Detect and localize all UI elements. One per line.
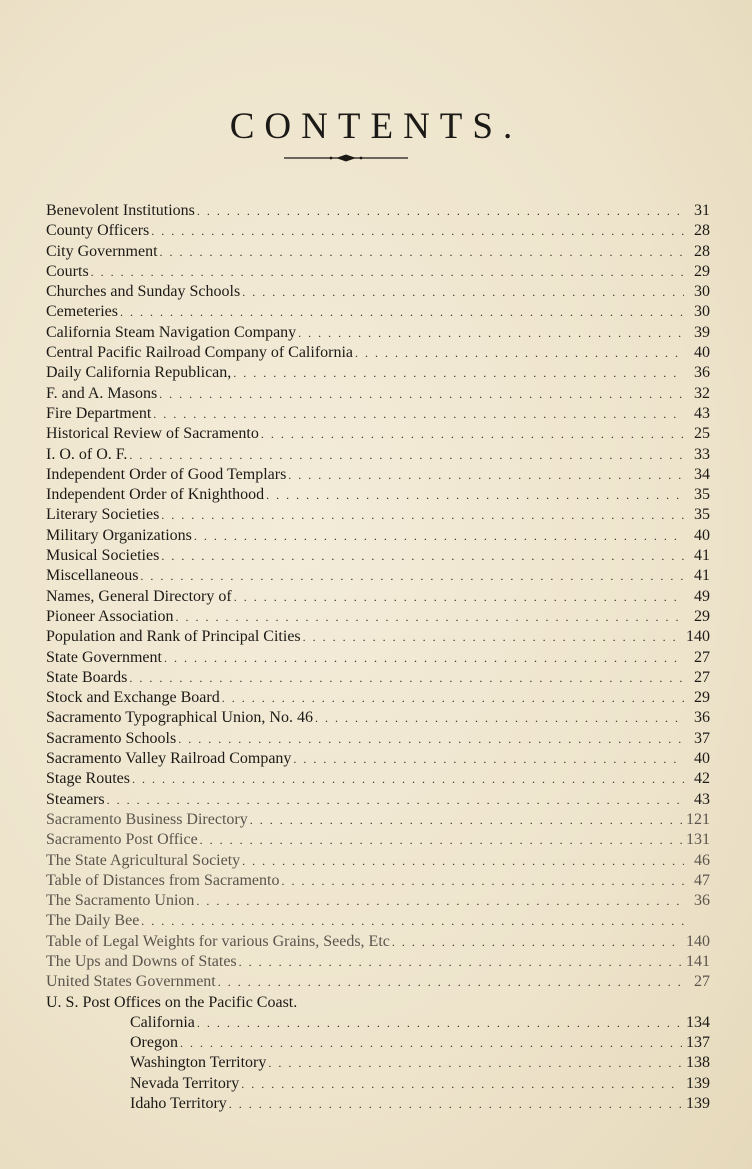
dot-leader: [293, 749, 684, 769]
toc-entry-page-number: 27: [694, 973, 710, 991]
toc-entry-page-number: 36: [694, 892, 710, 910]
toc-entry-label: Cemeteries: [46, 303, 118, 321]
dot-leader: [129, 668, 684, 688]
toc-entry: [46, 384, 710, 404]
dot-leader: [164, 648, 684, 668]
dot-leader: [392, 932, 682, 952]
toc-entry-page-number: 36: [694, 364, 710, 382]
toc-entry: [46, 1094, 710, 1114]
toc-entry-label: Sacramento Business Directory: [46, 810, 248, 828]
dot-leader: [107, 790, 684, 810]
toc-entry: [46, 1013, 710, 1033]
toc-entry: [46, 830, 710, 850]
toc-entry: [46, 566, 710, 586]
toc-entry: [46, 505, 710, 525]
toc-entry-label: The Sacramento Union: [46, 892, 195, 910]
toc-entry: [46, 891, 710, 911]
toc-entry-page-number: 140: [686, 932, 710, 950]
toc-entry: [46, 932, 710, 952]
toc-entry-label: Independent Order of Good Templars: [46, 465, 287, 483]
toc-entry-label: Fire Department: [46, 404, 152, 422]
toc-entry-label: County Officers: [46, 222, 150, 240]
dot-leader: [242, 282, 684, 302]
toc-entry: [46, 688, 710, 708]
toc-entry-page-number: 29: [694, 607, 710, 625]
toc-entry-label: Stage Routes: [46, 770, 130, 788]
toc-entry-page-number: 29: [694, 689, 710, 707]
toc-entry: [46, 546, 710, 566]
toc-entry-page-number: 40: [694, 750, 710, 768]
toc-entry: [46, 1033, 710, 1053]
toc-entry-label: California Steam Navigation Company: [46, 323, 297, 341]
toc-entry: [46, 871, 710, 891]
dot-leader: [261, 424, 684, 444]
toc-entry-page-number: 47: [694, 871, 710, 889]
toc-entry-label: I. O. of O. F.: [46, 445, 128, 463]
toc-entry-label: United States Government: [46, 973, 216, 991]
toc-entry-label: Stock and Exchange Board: [46, 689, 220, 707]
dot-leader: [281, 871, 684, 891]
dot-leader: [161, 505, 684, 525]
toc-entry-page-number: 40: [694, 526, 710, 544]
dot-leader: [197, 1013, 682, 1033]
toc-entry: [46, 972, 710, 992]
toc-entry-page-number: 30: [694, 303, 710, 321]
dot-leader: [160, 242, 684, 262]
toc-entry: [46, 790, 710, 810]
toc-entry: [46, 404, 710, 424]
dot-leader: [132, 769, 684, 789]
toc-entry-page-number: 39: [694, 323, 710, 341]
toc-entry-label: F. and A. Masons: [46, 384, 158, 402]
toc-entry: [46, 323, 710, 343]
toc-entry-page-number: 42: [694, 770, 710, 788]
toc-entry-page-number: 43: [694, 404, 710, 422]
toc-entry: [46, 282, 710, 302]
dot-leader: [141, 911, 684, 931]
toc-entry: [46, 911, 710, 931]
toc-entry: [46, 708, 710, 728]
toc-entry-page-number: 141: [686, 952, 710, 970]
toc-entry-page-number: 41: [694, 567, 710, 585]
toc-entry-label: Independent Order of Knighthood: [46, 486, 265, 504]
toc-entry: [46, 424, 710, 444]
dot-leader: [288, 465, 684, 485]
dot-leader: [298, 323, 684, 343]
toc-entry-page-number: 28: [694, 222, 710, 240]
toc-entry-label: Sacramento Post Office: [46, 831, 198, 849]
toc-entry-page-number: 27: [694, 668, 710, 686]
toc-entry-label: The State Agricultural Society: [46, 851, 241, 869]
dot-leader: [222, 688, 684, 708]
dot-leader: [241, 1074, 682, 1094]
toc-entry-label: Literary Societies: [46, 506, 160, 524]
toc-entry-page-number: 29: [694, 262, 710, 280]
toc-entry-label: Miscellaneous: [46, 567, 139, 585]
dot-leader: [180, 1033, 682, 1053]
toc-entry-page-number: 33: [694, 445, 710, 463]
toc-entry-label: Steamers: [46, 790, 105, 808]
dot-leader: [233, 363, 684, 383]
dot-leader: [161, 546, 684, 566]
toc-entry: [46, 201, 710, 221]
toc-entry: [46, 445, 710, 465]
dot-leader: [159, 384, 684, 404]
toc-entry-label: Table of Distances from Sacramento: [46, 871, 280, 889]
toc-entry-label: Sacramento Schools: [46, 729, 177, 747]
toc-entry-page-number: 49: [694, 587, 710, 605]
toc-entry: [46, 627, 710, 647]
toc-entry-page-number: 40: [694, 344, 710, 362]
dot-leader: [268, 1053, 682, 1073]
dot-leader: [91, 262, 684, 282]
toc-entry-page-number: 43: [694, 790, 710, 808]
toc-entry: [46, 607, 710, 627]
toc-entry-label: Churches and Sunday Schools: [46, 283, 241, 301]
toc-entry-label: Historical Review of Sacramento: [46, 425, 259, 443]
toc-entry: [46, 526, 710, 546]
toc-entry-label: Nevada Territory: [130, 1074, 240, 1092]
toc-entry: [46, 851, 710, 871]
toc-entry-label: Names, General Directory of: [46, 587, 232, 605]
toc-entry-label: Central Pacific Railroad Company of California: [46, 344, 354, 362]
toc-entry-label: Table of Legal Weights for various Grains, Seeds, Etc: [46, 932, 390, 950]
toc-entry: [46, 1053, 710, 1073]
page-title: CONTENTS.: [229, 105, 523, 147]
dot-leader: [197, 201, 684, 221]
toc-entry: [46, 221, 710, 241]
dot-leader: [129, 445, 684, 465]
toc-entry: [46, 952, 710, 972]
toc-entry-label: Idaho Territory: [130, 1095, 227, 1113]
toc-entry-page-number: 134: [686, 1013, 710, 1031]
toc-entry: [46, 1074, 710, 1094]
ornamental-rule: [284, 153, 408, 163]
toc-entry-label: Oregon: [130, 1034, 178, 1052]
toc-entry-page-number: 137: [686, 1034, 710, 1052]
toc-entry-page-number: 28: [694, 242, 710, 260]
toc-entry-label: Musical Societies: [46, 547, 160, 565]
toc-entry: [46, 769, 710, 789]
dot-leader: [151, 221, 684, 241]
toc-entry-label: Military Organizations: [46, 526, 192, 544]
toc-entry-page-number: 121: [686, 810, 710, 828]
dot-leader: [250, 810, 682, 830]
toc-entry-page-number: 46: [694, 851, 710, 869]
toc-entry-page-number: 35: [694, 506, 710, 524]
toc-entry: [46, 668, 710, 688]
toc-entry-label: Population and Rank of Principal Cities: [46, 628, 301, 646]
toc-entry-page-number: 31: [694, 202, 710, 219]
dot-leader: [218, 972, 684, 992]
toc-entry-label: Sacramento Typographical Union, No. 46: [46, 709, 313, 727]
toc-entry: [46, 302, 710, 322]
dot-leader: [200, 830, 682, 850]
toc-entry-label: City Government: [46, 242, 158, 260]
dot-leader: [266, 485, 684, 505]
dot-leader: [239, 952, 682, 972]
dot-leader: [229, 1094, 682, 1114]
toc-entry-page-number: 41: [694, 547, 710, 565]
dot-leader: [242, 851, 684, 871]
dot-leader: [355, 343, 684, 363]
toc-entry-page-number: 34: [694, 465, 710, 483]
dot-leader: [303, 627, 682, 647]
toc-entry: [46, 993, 710, 1013]
dot-leader: [153, 404, 684, 424]
dot-leader: [140, 566, 684, 586]
toc-entry-label: U. S. Post Offices on the Pacific Coast.: [46, 993, 298, 1011]
toc-entry-page-number: 131: [686, 831, 710, 849]
toc-entry: [46, 465, 710, 485]
toc-entry-label: Courts: [46, 262, 89, 280]
toc-entry-label: State Boards: [46, 668, 128, 686]
toc-entry-page-number: 37: [694, 729, 710, 747]
toc-entry-label: Pioneer Association: [46, 607, 174, 625]
toc-entry-page-number: 25: [694, 425, 710, 443]
toc-entry: [46, 485, 710, 505]
toc-entry: [46, 587, 710, 607]
toc-entry: [46, 363, 710, 383]
dot-leader: [178, 729, 684, 749]
toc-entry-page-number: 36: [694, 709, 710, 727]
dot-leader: [176, 607, 684, 627]
toc-entry-page-number: 140: [686, 628, 710, 646]
toc-entry-label: The Daily Bee: [46, 912, 140, 930]
toc-entry-page-number: 30: [694, 283, 710, 301]
toc-entry: [46, 648, 710, 668]
toc-entry-label: Sacramento Valley Railroad Company: [46, 750, 292, 768]
toc-entry-page-number: 138: [686, 1054, 710, 1072]
dot-leader: [120, 302, 684, 322]
toc-entry: [46, 749, 710, 769]
toc-entry-page-number: 35: [694, 486, 710, 504]
toc-entry-page-number: 139: [686, 1095, 710, 1113]
dot-leader: [194, 526, 684, 546]
toc-entry-label: California: [130, 1013, 195, 1031]
toc-entry: [46, 242, 710, 262]
toc-entry: [46, 810, 710, 830]
toc-entry-label: State Government: [46, 648, 162, 666]
toc-entry-page-number: 32: [694, 384, 710, 402]
toc-entry-page-number: 139: [686, 1074, 710, 1092]
dot-leader: [196, 891, 684, 911]
toc-entry-label: Benevolent Institutions: [46, 202, 195, 219]
toc-entry: [46, 343, 710, 363]
toc-entry-label: The Ups and Downs of States: [46, 952, 237, 970]
dot-leader: [234, 587, 684, 607]
toc-entry-label: Daily California Republican,: [46, 364, 232, 382]
contents-list: [46, 201, 710, 1114]
dot-leader: [315, 708, 684, 728]
toc-entry-page-number: 27: [694, 648, 710, 666]
toc-entry: [46, 729, 710, 749]
toc-entry: [46, 262, 710, 282]
toc-entry-label: Washington Territory: [130, 1054, 267, 1072]
